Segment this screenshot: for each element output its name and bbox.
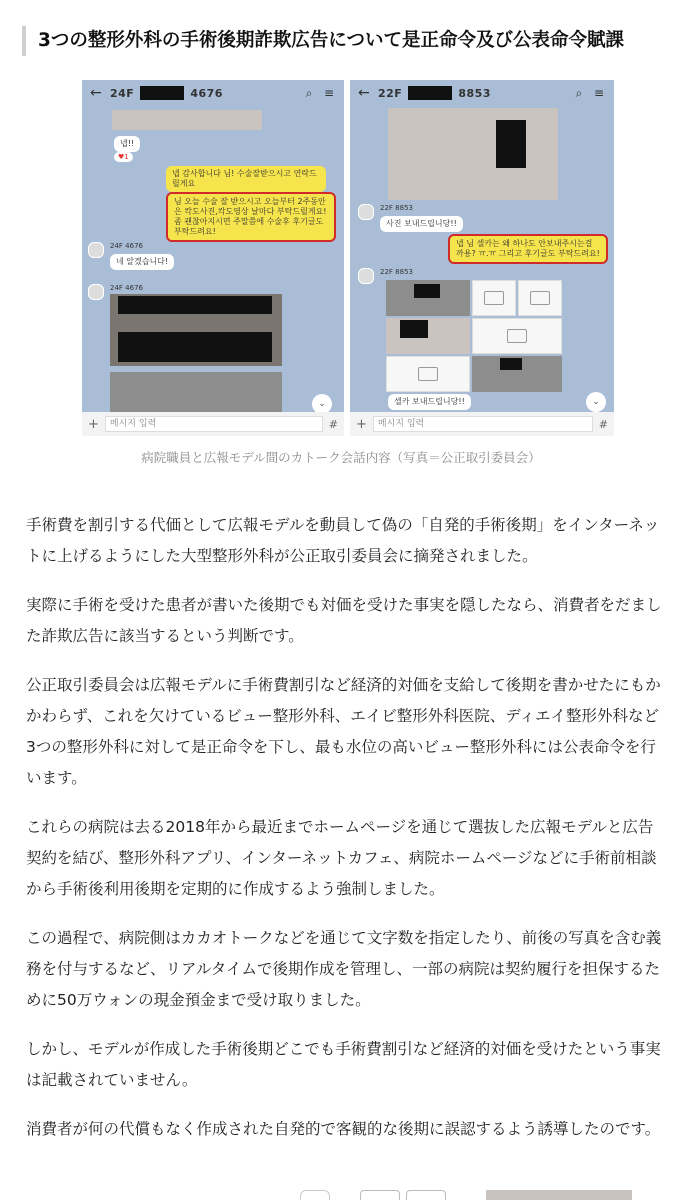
chat-message-bubble: 넵 감사합니다 님! 수술잘받으시고 연락드릴게요 (166, 166, 326, 192)
chat-photo (386, 280, 470, 316)
chat-number-prefix: 24F (110, 86, 135, 100)
image-placeholder-icon (418, 367, 438, 381)
chat-number-prefix: 22F (378, 86, 403, 100)
highlighted-message-bubble: 님 오늘 수술 잘 받으시고 오늘부터 2주동안은 칵도사진,칵도영상 날마다 부탁드릴게요! 좀 괜찮아지시면 주말쯤에 수술후 후기글도 부탁드려요! (166, 192, 336, 242)
chat-input-bar (350, 412, 614, 436)
image-thumbnail (472, 318, 562, 354)
redaction-bar (500, 358, 522, 370)
footer-button-fragment (360, 1190, 400, 1200)
chat-photo (472, 356, 562, 392)
redaction-bar (408, 86, 452, 100)
avatar (88, 242, 104, 258)
chat-photo (388, 108, 558, 200)
redaction-bar (496, 120, 526, 168)
chat-number-suffix: 8853 (458, 86, 491, 100)
avatar (358, 204, 374, 220)
chat-number-suffix: 4676 (190, 86, 223, 100)
search-icon: ⌕ (575, 85, 583, 100)
left-chat-screenshot (82, 80, 344, 436)
sender-name: 24F 4676 (110, 242, 143, 250)
article-headline: 3つの整形外科の手術後期詐欺広告について是正命令及び公表命令賦課 (22, 26, 662, 56)
right-chat-screenshot (350, 80, 614, 436)
chat-photo (386, 318, 470, 354)
redaction-bar (118, 332, 272, 362)
redaction-bar (118, 296, 272, 314)
article-paragraph: この過程で、病院側はカカオトークなどを通じて文字数を指定したり、前後の写真を含む義務を付与するなど、リアルタイムで後期作成を管理し、一部の病院は契約履行を担保するために50万ウォンの現金預金まで受け取りました。 (26, 929, 662, 1009)
left-chat-topbar (82, 80, 344, 106)
chat-message-bubble: 네 알겠습니다! (110, 254, 174, 270)
message-input: 메시지 입력 (105, 416, 323, 432)
chat-message-bubble: 셀카 보내드립니당!! (388, 394, 471, 410)
chat-photo (112, 110, 262, 130)
scroll-down-button: ⌄ (586, 392, 606, 412)
sender-name: 24F 4676 (110, 284, 143, 292)
article-paragraph: 消費者が何の代償もなく作成された自発的で客観的な後期に誤認するよう誘導したのです。 (26, 1120, 661, 1138)
article-body (26, 510, 666, 1163)
sender-name: 22F 8853 (380, 268, 413, 276)
image-thumbnail (472, 280, 516, 316)
hash-icon: # (598, 417, 608, 431)
image-placeholder-icon (530, 291, 550, 305)
search-icon: ⌕ (305, 85, 313, 100)
redaction-bar (414, 284, 440, 298)
footer-image-fragment (486, 1190, 632, 1200)
scroll-down-button: ⌄ (312, 394, 332, 414)
image-thumbnail (386, 356, 470, 392)
plus-icon: + (88, 416, 99, 432)
avatar (88, 284, 104, 300)
footer-icon-fragment (300, 1190, 330, 1200)
article-paragraph: これらの病院は去る2018年から最近までホームページを通じて選抜した広報モデルと広告契約を結び、整形外科アプリ、インターネットカフェ、病院ホームページなどに手術前相談から手術後利用後期を定期的に作成するよう強制しました。 (26, 818, 657, 898)
chat-input-bar (82, 412, 344, 436)
highlighted-message-bubble: 넵 님 셀카는 왜 하나도 안보내주시는걸까용? ㅠ.ㅠ 그리고 후기글도 부탁드려요! (448, 234, 608, 264)
chat-screenshot-figure (82, 80, 614, 436)
avatar (358, 268, 374, 284)
image-placeholder-icon (484, 291, 504, 305)
message-input: 메시지 입력 (373, 416, 593, 432)
footer-button-fragment (406, 1190, 446, 1200)
hash-icon: # (328, 417, 338, 431)
article-paragraph: 公正取引委員会は広報モデルに手術費割引など経済的対価を支給して後期を書かせたにもかかわらず、これを欠けているビュー整形外科、エイビ整形外科医院、ディエイ整形外科など3つの整形外科に対して是正命令を下し、最も水位の高いビュー整形外科には公表命令を行います。 (26, 676, 661, 787)
sender-name: 22F 8853 (380, 204, 413, 212)
back-arrow-icon: ← (90, 85, 102, 101)
plus-icon: + (356, 416, 367, 432)
menu-icon: ≡ (323, 86, 335, 100)
image-placeholder-icon (507, 329, 527, 343)
menu-icon: ≡ (593, 86, 605, 100)
image-thumbnail (518, 280, 562, 316)
article-paragraph: 実際に手術を受けた患者が書いた後期でも対価を受けた事実を隠したなら、消費者をだました詐欺広告に該当するという判断です。 (26, 596, 662, 645)
image-caption: 病院職員と広報モデル間のカトーク会話内容（写真＝公正取引委員会） (141, 450, 541, 465)
article-paragraph: しかし、モデルが作成した手術後期どこでも手術費割引など経済的対価を受けたという事実は記載されていません。 (26, 1040, 661, 1089)
article-paragraph: 手術費を割引する代価として広報モデルを動員して偽の「自発的手術後期」をインターネットに上げるようにした大型整形外科が公正取引委員会に摘発されました。 (26, 516, 660, 565)
right-chat-topbar (350, 80, 614, 106)
chat-photo (110, 372, 282, 412)
back-arrow-icon: ← (358, 85, 370, 101)
chat-photo (110, 294, 282, 366)
chat-message-bubble: 사진 보내드립니당!! (380, 216, 463, 232)
heart-reaction-badge: ♥1 (114, 152, 133, 162)
chat-message-bubble: 넵!! (114, 136, 140, 152)
redaction-bar (400, 320, 428, 338)
redaction-bar (140, 86, 184, 100)
